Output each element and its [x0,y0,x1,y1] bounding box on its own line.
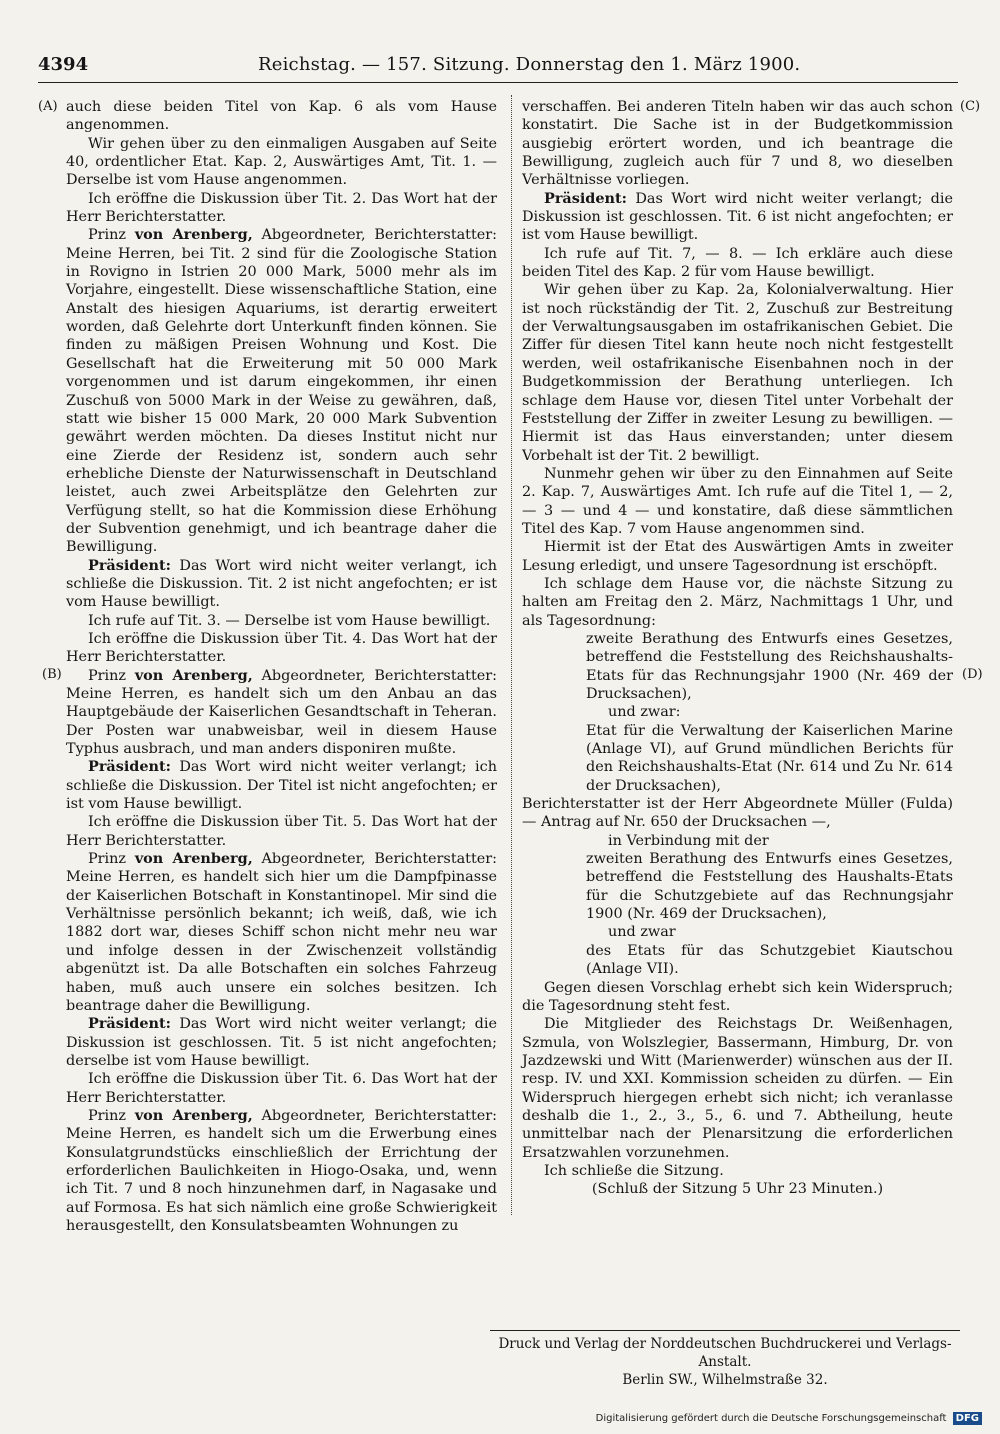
paragraph: Prinz von Arenberg, Abgeordneter, Berichterstatter: Meine Herren, bei Tit. 2 sind für die Zoologische Station in Rovigno in Istrien 20 000 Mark, 5000 mehr als im Vorjahre, eingestellt. Diese wissenschaftliche Station, eine Anstalt des hiesigen Aquariums, ist derartig erweitert worden, daß Gelehrte dort Unterkunft finden können. Sie finden zu mäßigen Preisen Wohnung und Kost. Die Gesellschaft hat die Erweiterung mit 50 000 Mark vorgenommen und ist darum eingekommen, ihr einen Zuschuß von 5000 Mark in der Weise zu gewähren, daß, statt wie bisher 15 000 Mark, 20 000 Mark Subvention gewährt werden möchten. Da dieses Institut nicht nur eine Zierde der Residenz ist, sondern auch sehr erhebliche Dienste der Naturwissenschaft in Deutschland leistet, auch zwei Arbeitsplätze den Gelehrten zur Verfügung stellt, so hat die Kommission diese Erhöhung der Subvention genehmigt, und ich beantrage daher die Bewilligung. [66,226,497,556]
speaker-prinz: Prinz [88,227,135,244]
agenda-item: des Etats für das Schutzgebiet Kiautschou (Anlage VII). [586,942,953,978]
paragraph: Wir gehen über zu den einmaligen Ausgaben auf Seite 40, ordentlicher Etat. Kap. 2, Auswärtiges Amt, Tit. 1. — Derselbe ist vom Hause angenommen. [66,135,497,189]
paragraph: Ich rufe auf Tit. 7, — 8. — Ich erkläre auch diese beiden Titel des Kap. 2 für vom Hause bewilligt. [522,245,953,281]
paragraph: Ich schlage dem Hause vor, die nächste Sitzung zu halten am Freitag den 2. März, Nachmittags 1 Uhr, und als Tagesordnung: [522,575,953,629]
margin-mark-c: (C) [960,99,981,114]
paragraph: Prinz von Arenberg, Abgeordneter, Berichterstatter: Meine Herren, es handelt sich um die Erwerbung eines Konsulatgrundstücks einschließlich der Errichtung der erforderlichen Baulichkeiten in Hiogo-Osaka, und, wenn ich Tit. 7 und 8 noch hinzunehmen darf, in Nagasake und auf Formosa. Es hat sich nämlich eine große Schwierigkeit herausgestellt, den Konsulatsbeamten Wohnungen zu [66,1106,497,1234]
speaker-name: von Arenberg, [134,666,253,684]
speaker-role: Abgeordneter, Berichterstatter: [252,667,497,684]
speaker-name: von Arenberg, [134,1106,253,1124]
margin-mark-a: (A) [38,99,58,114]
agenda-item: zweite Berathung des Entwurfs eines Gesetzes, betreffend die Feststellung des Reichshaushalts-Etats für das Rechnungsjahr 1900 (Nr. 469 der Drucksachen), [586,630,953,702]
agenda-note: und zwar [608,924,676,941]
agenda-item: Etat für die Verwaltung der Kaiserlichen Marine (Anlage VI), auf Grund mündlichen Berichts für den Reichshaushalts-Etat (Nr. 614 und Zu Nr. 614 der Drucksachen), [586,722,953,794]
speaker-president: Präsident: [88,556,171,574]
left-column [66,98,497,1235]
paragraph: Präsident: Das Wort wird nicht weiter verlangt; die Diskussion ist geschlossen. Tit. 6 ist nicht angefochten; er ist vom Hause bewilligt. [522,189,953,244]
speaker-role: Abgeordneter, Berichterstatter: [252,851,497,868]
digitization-text: Digitalisierung gefördert durch die Deutsche Forschungsgemeinschaft [595,1413,947,1424]
paragraph: Prinz von Arenberg, Abgeordneter, Berichterstatter: Meine Herren, es handelt sich um den Anbau an das Hauptgebäude der Kaiserlichen Gesandtschaft in Teheran. Der Posten war unabweisbar, weil in diesem Hause Typhus ausbrach, und man anders disponiren mußte. [66,666,497,758]
right-column [522,98,953,1199]
agenda-note: und zwar: [608,704,681,721]
speaker-role: Abgeordneter, Berichterstatter: [252,227,497,244]
page-header [38,52,958,83]
speaker-role: Abgeordneter, Berichterstatter: [252,1107,497,1124]
agenda-item: zweiten Berathung des Entwurfs eines Gesetzes, betreffend die Feststellung des Haushalts-Etats für die Schutzgebiete auf das Rechnungsjahr 1900 (Nr. 469 der Drucksachen), [586,851,953,923]
margin-mark-b: (B) [42,667,62,682]
paragraph: Gegen diesen Vorschlag erhebt sich kein Widerspruch; die Tagesordnung steht fest. [522,979,953,1014]
paragraph: Prinz von Arenberg, Abgeordneter, Berichterstatter: Meine Herren, es handelt sich hier um die Dampfpinasse der Kaiserlichen Botschaft in Konstantinopel. Mir sind die Verhältnisse persönlich bekannt; ich weiß, daß, wie ich 1882 dort war, dieses Schiff schon nicht mehr neu war und infolge dessen in der Zwischenzeit vollständig abgenützt ist. Da alle Botschaften ein solches Fahrzeug haben, muß auch unsere ein solches besitzen. Ich beantrage daher die Bewilligung. [66,850,497,1014]
paragraph: Ich eröffne die Diskussion über Tit. 4. Das Wort hat der Herr Berichterstatter. [66,630,497,666]
paragraph: Berichterstatter ist der Herr Abgeordnete Müller (Fulda) — Antrag auf Nr. 650 der Drucksachen —, [522,796,953,831]
dfg-logo-icon: DFG [953,1412,982,1425]
running-head: Reichstag. — 157. Sitzung. Donnerstag den 1. März 1900. [258,54,801,75]
speaker-name: von Arenberg, [134,850,253,868]
closing-note: (Schluß der Sitzung 5 Uhr 23 Minuten.) [591,1181,884,1198]
paragraph: verschaffen. Bei anderen Titeln haben wir das auch schon konstatirt. Die Sache ist in der Budgetkommission ausgiebig erörtert worden, und ich beantrage die Bewilligung, zugleich auch für 7 und 8, wo dieselben Verhältnisse vorliegen. [522,99,953,189]
imprint-line: Druck und Verlag der Norddeutschen Buchdruckerei und Verlags-Anstalt. [498,1336,952,1370]
digitization-note [596,1412,982,1425]
speaker-president: Präsident: [88,758,171,776]
paragraph: Ich eröffne die Diskussion über Tit. 5. Das Wort hat der Herr Berichterstatter. [66,814,497,849]
paragraph: Ich eröffne die Diskussion über Tit. 2. Das Wort hat der Herr Berichterstatter. [66,190,497,226]
imprint [490,1330,960,1389]
paragraph: Präsident: Das Wort wird nicht weiter verlangt; die Diskussion ist geschlossen. Tit. 5 ist nicht angefochten; derselbe ist vom Hause bewilligt. [66,1015,497,1069]
paragraph: Die Mitglieder des Reichstags Dr. Weißenhagen, Szmula, von Wolszlegier, Bassermann, Himburg, Dr. von Jazdzewski und Witt (Marienwerder) wünschen aus der II. resp. IV. und XXI. Kommission scheiden zu dürfen. — Ein Widerspruch hiergegen erhebt sich nicht; ich veranlasse deshalb die 1., 2., 3., 5., 6. und 7. Abtheilung, heute unmittelbar nach der Plenarsitzung die erforderlichen Ersatzwahlen vorzunehmen. [522,1016,953,1161]
speaker-name: von Arenberg, [134,226,253,244]
speaker-prinz: Prinz [88,1107,135,1124]
margin-mark-d: (D) [962,667,983,682]
page-number: 4394 [38,54,89,75]
paragraph: auch diese beiden Titel von Kap. 6 als vom Hause angenommen. [66,99,497,134]
paragraph: Ich rufe auf Tit. 3. — Derselbe ist vom Hause bewilligt. [88,612,491,629]
paragraph: Nunmehr gehen wir über zu den Einnahmen auf Seite 2. Kap. 7, Auswärtiges Amt. Ich rufe auf die Titel 1, — 2, — 3 — und 4 — und konstatire, daß diese sämmtlichen Titel des Kap. 7 vom Hause angenommen sind. [522,465,953,537]
paragraph: Präsident: Das Wort wird nicht weiter verlangt; ich schließe die Diskussion. Der Titel ist nicht angefochten; er ist vom Hause bewilligt. [66,758,497,813]
column-divider [511,95,512,1215]
speaker-president: Präsident: [88,1015,171,1033]
agenda-note: in Verbindung mit der [608,832,769,849]
imprint-line: Berlin SW., Wilhelmstraße 32. [622,1372,828,1388]
paragraph: Ich schließe die Sitzung. [544,1162,724,1179]
paragraph: Wir gehen über zu Kap. 2a, Kolonialverwaltung. Hier ist noch rückständig der Tit. 2, Zuschuß zur Bestreitung der Verwaltungsausgaben im ostafrikanischen Gebiet. Die Ziffer für diesen Titel kann heute noch nicht festgestellt werden, weil ostafrikanische Eisenbahnen noch in der Budgetkommission der Berathung unterliegen. Ich schlage dem Hause vor, diesen Titel unter Vorbehalt der Feststellung der Ziffer in zweiter Lesung zu bewilligen. — Hiermit ist das Haus einverstanden; unter diesem Vorbehalt ist der Tit. 2 bewilligt. [522,282,953,464]
speaker-prinz: Prinz [88,851,135,868]
paragraph: Hiermit ist der Etat des Auswärtigen Amts in zweiter Lesung erledigt, und unsere Tagesordnung ist erschöpft. [522,539,953,574]
speaker-prinz: Prinz [88,667,135,684]
paragraph: Präsident: Das Wort wird nicht weiter verlangt, ich schließe die Diskussion. Tit. 2 ist nicht angefochten; er ist vom Hause bewilligt. [66,556,498,611]
speaker-president: Präsident: [544,189,627,207]
paragraph: Ich eröffne die Diskussion über Tit. 6. Das Wort hat der Herr Berichterstatter. [66,1071,497,1106]
